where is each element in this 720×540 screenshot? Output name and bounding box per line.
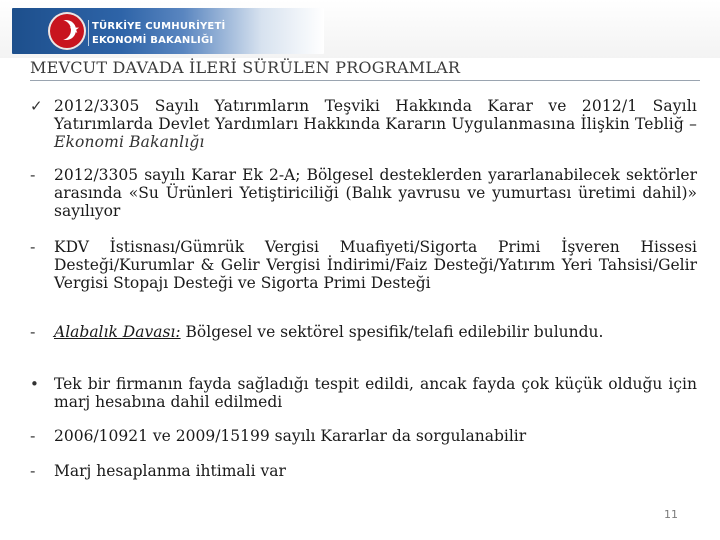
dash-bullet: - bbox=[30, 166, 36, 184]
title-divider bbox=[30, 80, 700, 81]
item-text: Bölgesel ve sektörel spesifik/telafi edilebilir bulundu. bbox=[180, 323, 604, 341]
dash-bullet: - bbox=[30, 462, 36, 480]
list-item bbox=[30, 427, 697, 445]
dash-bullet: - bbox=[30, 323, 36, 341]
dash-bullet: - bbox=[30, 427, 36, 445]
item-text: 2012/3305 sayılı Karar Ek 2-A; Bölgesel desteklerden yararlanabilecek sektörler arasında «Su Ürünleri Yetiştiriciliği (Balık yavrusu ve yumurtası üretimi dahil)» sayılıyor bbox=[54, 166, 697, 220]
item-text: 2012/3305 Sayılı Yatırımların Teşviki Hakkında Karar ve 2012/1 Sayılı Yatırımlarda Devlet Yardımları Hakkında Kararın Uygulanmasına İlişkin Tebliğ – bbox=[54, 97, 697, 133]
page-number: 11 bbox=[664, 508, 678, 521]
case-name: Alabalık Davası: bbox=[54, 323, 181, 341]
item-text: Marj hesaplanma ihtimali var bbox=[54, 462, 286, 480]
list-item bbox=[30, 462, 697, 480]
logo-line-2: EKONOMİ BAKANLIĞI bbox=[92, 35, 214, 46]
dash-bullet: - bbox=[30, 238, 36, 256]
list-item bbox=[30, 166, 697, 220]
slide-title: MEVCUT DAVADA İLERİ SÜRÜLEN PROGRAMLAR bbox=[30, 58, 461, 77]
item-text: 2006/10921 ve 2009/15199 sayılı Kararlar da sorgulanabilir bbox=[54, 427, 527, 445]
list-item bbox=[30, 97, 697, 151]
logo-line-1: TÜRKİYE CUMHURİYETİ bbox=[92, 21, 226, 32]
list-item bbox=[30, 238, 697, 292]
list-item bbox=[30, 323, 697, 341]
ministry-logo bbox=[12, 8, 324, 54]
dot-bullet: • bbox=[30, 375, 39, 393]
list-item bbox=[30, 375, 697, 411]
item-source: Ekonomi Bakanlığı bbox=[54, 133, 205, 151]
item-text: KDV İstisnası/Gümrük Vergisi Muafiyeti/Sigorta Primi İşveren Hissesi Desteği/Kurumlar & Gelir Vergisi İndirimi/Faiz Desteği/Yatırım Yeri Tahsisi/Gelir Vergisi Stopajı Desteği ve Sigorta Primi Desteği bbox=[54, 238, 697, 292]
checkmark-icon: ✓ bbox=[30, 97, 43, 115]
crescent-star-icon: ★ bbox=[48, 12, 86, 50]
item-text: Tek bir firmanın fayda sağladığı tespit edildi, ancak fayda çok küçük olduğu için marj hesabına dahil edilmedi bbox=[54, 375, 697, 411]
